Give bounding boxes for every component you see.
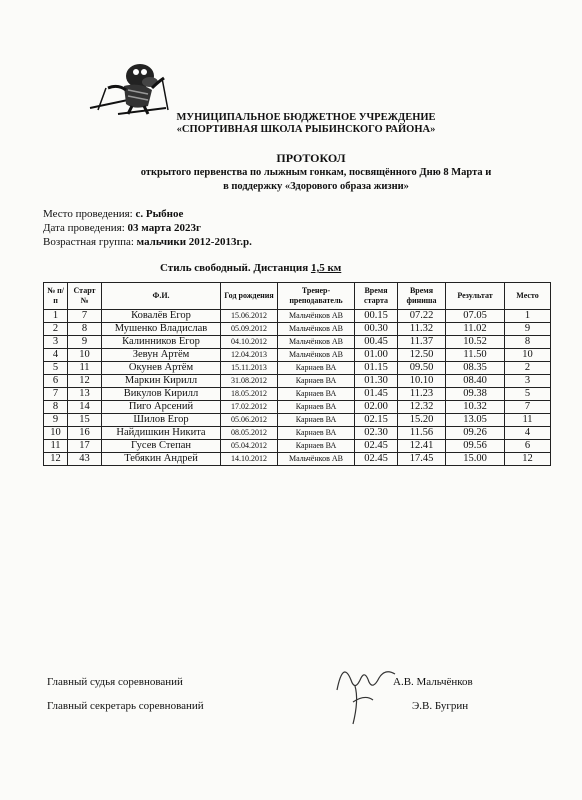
place: 4 xyxy=(505,427,551,440)
row-number: 4 xyxy=(44,349,68,362)
athlete-name: Найдишкин Никита xyxy=(102,427,221,440)
result: 09.38 xyxy=(446,388,505,401)
row-number: 1 xyxy=(44,310,68,323)
place: 12 xyxy=(505,453,551,466)
place-value: с. Рыбное xyxy=(135,208,184,220)
finish-time: 15.20 xyxy=(398,414,446,427)
result: 09.26 xyxy=(446,427,505,440)
table-row xyxy=(44,440,551,453)
athlete-name: Зевун Артём xyxy=(102,349,221,362)
athlete-name: Окунев Артём xyxy=(102,362,221,375)
start-time: 01.45 xyxy=(355,388,398,401)
birth-date: 05.06.2012 xyxy=(221,414,278,427)
finish-time: 11.37 xyxy=(398,336,446,349)
place: 5 xyxy=(505,388,551,401)
row-number: 6 xyxy=(44,375,68,388)
chief-secretary-name: Э.В. Бугрин xyxy=(412,700,469,712)
start-number: 12 xyxy=(68,375,102,388)
birth-date: 15.06.2012 xyxy=(221,310,278,323)
finish-time: 09.50 xyxy=(398,362,446,375)
coach: Карнаев ВА xyxy=(278,427,355,440)
race-distance: 1,5 км xyxy=(310,262,342,274)
chief-judge-label: Главный судья соревнований xyxy=(47,676,183,688)
results-table xyxy=(43,282,551,466)
athlete-name: Маркин Кирилл xyxy=(102,375,221,388)
start-time: 00.15 xyxy=(355,310,398,323)
start-time: 02.00 xyxy=(355,401,398,414)
finish-time: 11.23 xyxy=(398,388,446,401)
coach: Карнаев ВА xyxy=(278,362,355,375)
finish-time: 11.32 xyxy=(398,323,446,336)
result: 11.02 xyxy=(446,323,505,336)
row-number: 2 xyxy=(44,323,68,336)
result: 09.56 xyxy=(446,440,505,453)
document-subtitle xyxy=(0,166,582,194)
chief-judge-name: А.В. Мальчёнков xyxy=(393,676,473,688)
date-label: Дата проведения: xyxy=(43,222,128,234)
birth-date: 14.10.2012 xyxy=(221,453,278,466)
age-value: мальчики 2012-2013г.р. xyxy=(136,236,252,248)
subtitle-line-1: открытого первенства по лыжным гонкам, посвящённого Дню 8 Марта и xyxy=(140,167,492,178)
start-number: 9 xyxy=(68,336,102,349)
row-number: 8 xyxy=(44,401,68,414)
finish-time: 11.56 xyxy=(398,427,446,440)
athlete-name: Шилов Егор xyxy=(102,414,221,427)
start-number: 43 xyxy=(68,453,102,466)
finish-time: 07.22 xyxy=(398,310,446,323)
event-meta xyxy=(43,207,252,249)
birth-date: 17.02.2012 xyxy=(221,401,278,414)
start-time: 01.00 xyxy=(355,349,398,362)
header-result: Результат xyxy=(446,283,505,310)
start-number: 8 xyxy=(68,323,102,336)
birth-date: 12.04.2013 xyxy=(221,349,278,362)
row-number: 11 xyxy=(44,440,68,453)
start-time: 01.15 xyxy=(355,362,398,375)
birth-date: 18.05.2012 xyxy=(221,388,278,401)
place-line xyxy=(43,207,252,221)
result: 11.50 xyxy=(446,349,505,362)
result: 08.35 xyxy=(446,362,505,375)
header-finish-time: Время финиша xyxy=(398,283,446,310)
table-row xyxy=(44,414,551,427)
place: 3 xyxy=(505,375,551,388)
start-time: 00.45 xyxy=(355,336,398,349)
place: 11 xyxy=(505,414,551,427)
result: 10.32 xyxy=(446,401,505,414)
table-row xyxy=(44,336,551,349)
athlete-name: Викулов Кирилл xyxy=(102,388,221,401)
coach: Карнаев ВА xyxy=(278,388,355,401)
start-time: 01.30 xyxy=(355,375,398,388)
row-number: 12 xyxy=(44,453,68,466)
coach: Карнаев ВА xyxy=(278,401,355,414)
header-number: № п/п xyxy=(44,283,68,310)
result: 13.05 xyxy=(446,414,505,427)
coach: Мальчёнков АВ xyxy=(278,336,355,349)
coach: Мальчёнков АВ xyxy=(278,349,355,362)
coach: Мальчёнков АВ xyxy=(278,453,355,466)
start-number: 11 xyxy=(68,362,102,375)
finish-time: 12.41 xyxy=(398,440,446,453)
athlete-name: Пиго Арсений xyxy=(102,401,221,414)
birth-date: 15.11.2013 xyxy=(221,362,278,375)
start-number: 16 xyxy=(68,427,102,440)
table-row xyxy=(44,427,551,440)
birth-date: 04.10.2012 xyxy=(221,336,278,349)
athlete-name: Калинников Егор xyxy=(102,336,221,349)
coach: Карнаев ВА xyxy=(278,440,355,453)
table-header-row xyxy=(44,283,551,310)
finish-time: 12.32 xyxy=(398,401,446,414)
result: 10.52 xyxy=(446,336,505,349)
row-number: 10 xyxy=(44,427,68,440)
result: 07.05 xyxy=(446,310,505,323)
birth-date: 08.05.2012 xyxy=(221,427,278,440)
place: 10 xyxy=(505,349,551,362)
result: 08.40 xyxy=(446,375,505,388)
header-coach: Тренер-преподаватель xyxy=(278,283,355,310)
org-line-1: МУНИЦИПАЛЬНОЕ БЮДЖЕТНОЕ УЧРЕЖДЕНИЕ xyxy=(176,112,436,123)
place: 7 xyxy=(505,401,551,414)
age-group-line xyxy=(43,235,252,249)
coach: Карнаев ВА xyxy=(278,375,355,388)
athlete-name: Ковалёв Егор xyxy=(102,310,221,323)
results-body xyxy=(44,310,551,466)
coach: Мальчёнков АВ xyxy=(278,323,355,336)
handwritten-signature xyxy=(325,650,405,730)
start-time: 00.30 xyxy=(355,323,398,336)
start-number: 13 xyxy=(68,388,102,401)
row-number: 3 xyxy=(44,336,68,349)
finish-time: 10.10 xyxy=(398,375,446,388)
race-style-text: Стиль свободный. Дистанция xyxy=(160,262,311,274)
coach: Мальчёнков АВ xyxy=(278,310,355,323)
date-value: 03 марта 2023г xyxy=(127,222,201,234)
start-number: 14 xyxy=(68,401,102,414)
athlete-name: Мушенко Владислав xyxy=(102,323,221,336)
start-number: 17 xyxy=(68,440,102,453)
subtitle-line-2: в поддержку «Здорового образа жизни» xyxy=(223,181,409,192)
place: 2 xyxy=(505,362,551,375)
athlete-name: Гусев Степан xyxy=(102,440,221,453)
row-number: 5 xyxy=(44,362,68,375)
start-number: 15 xyxy=(68,414,102,427)
table-row xyxy=(44,453,551,466)
birth-date: 05.04.2012 xyxy=(221,440,278,453)
header-start-time: Время старта xyxy=(355,283,398,310)
table-row xyxy=(44,349,551,362)
birth-date: 05.09.2012 xyxy=(221,323,278,336)
age-label: Возрастная группа: xyxy=(43,236,137,248)
start-time: 02.30 xyxy=(355,427,398,440)
header-birth-date: Год рождения xyxy=(221,283,278,310)
finish-time: 17.45 xyxy=(398,453,446,466)
start-time: 02.45 xyxy=(355,440,398,453)
start-number: 7 xyxy=(68,310,102,323)
row-number: 7 xyxy=(44,388,68,401)
org-line-2: «СПОРТИВНАЯ ШКОЛА РЫБИНСКОГО РАЙОНА» xyxy=(176,124,436,135)
table-row xyxy=(44,310,551,323)
athlete-name: Тебякин Андрей xyxy=(102,453,221,466)
date-line xyxy=(43,221,252,235)
result: 15.00 xyxy=(446,453,505,466)
chief-secretary-label: Главный секретарь соревнований xyxy=(47,700,204,712)
document-title: ПРОТОКОЛ xyxy=(276,151,346,165)
coach: Карнаев ВА xyxy=(278,414,355,427)
table-row xyxy=(44,323,551,336)
header-start-number: Старт № xyxy=(68,283,102,310)
place: 1 xyxy=(505,310,551,323)
table-row xyxy=(44,401,551,414)
finish-time: 12.50 xyxy=(398,349,446,362)
place: 6 xyxy=(505,440,551,453)
race-style-line xyxy=(160,262,341,274)
header-name: Ф.И. xyxy=(102,283,221,310)
start-number: 10 xyxy=(68,349,102,362)
place-label: Место проведения: xyxy=(43,208,136,220)
table-row xyxy=(44,388,551,401)
table-row xyxy=(44,375,551,388)
birth-date: 31.08.2012 xyxy=(221,375,278,388)
row-number: 9 xyxy=(44,414,68,427)
place: 9 xyxy=(505,323,551,336)
place: 8 xyxy=(505,336,551,349)
start-time: 02.15 xyxy=(355,414,398,427)
table-row xyxy=(44,362,551,375)
start-time: 02.45 xyxy=(355,453,398,466)
header-place: Место xyxy=(505,283,551,310)
organization-name xyxy=(0,112,582,136)
